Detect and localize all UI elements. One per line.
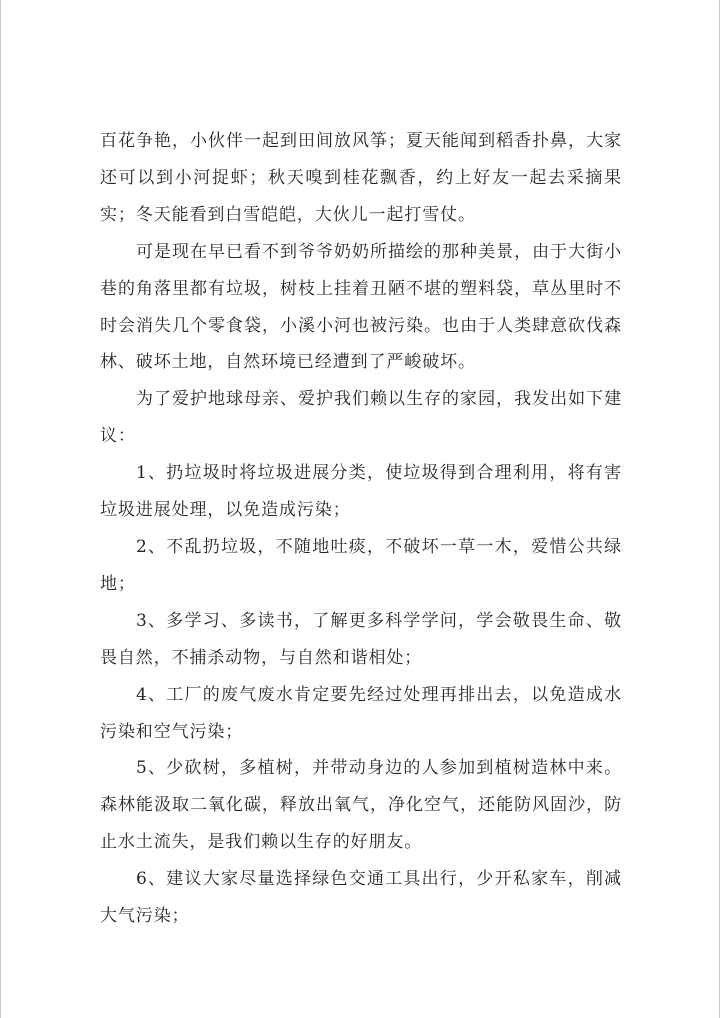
paragraph-seasons: 百花争艳，小伙伴一起到田间放风筝；夏天能闻到稻香扑鼻，大家还可以到小河捉虾；秋天嗅到桂花飘香，约上好友一起去采摘果实；冬天能看到白雪皑皑，大伙儿一起打雪仗。 <box>100 131 622 225</box>
suggestion-item-1: 1、扔垃圾时将垃圾进展分类，使垃圾得到合理利用，将有害垃圾进展处理，以免造成污染； <box>100 463 622 521</box>
suggestion-item-6: 6、建议大家尽量选择绿色交通工具出行，少开私家车，削减大气污染； <box>100 869 622 927</box>
suggestion-item-5: 5、少砍树，多植树，并带动身边的人参加到植树造林中来。森林能汲取二氧化碳，释放出氧气，净化空气，还能防风固沙，防止水土流失，是我们赖以生存的好朋友。 <box>100 758 622 853</box>
paragraph-pollution-problem: 可是现在早已看不到爷爷奶奶所描绘的那种美景，由于大街小巷的角落里都有垃圾，树枝上挂着丑陋不堪的塑料袋，草丛里时不时会消失几个零食袋，小溪小河也被污染。也由于人类肆意砍伐森林、破坏土地，自然环境已经遭到了严峻破坏。 <box>100 241 622 373</box>
suggestion-item-2: 2、不乱扔垃圾，不随地吐痰，不破坏一草一木，爱惜公共绿地； <box>100 536 622 594</box>
document-body <box>100 123 622 935</box>
suggestion-item-3: 3、多学习、多读书，了解更多科学学问，学会敬畏生命、敬畏自然，不捕杀动物，与自然和谐相处； <box>100 610 622 668</box>
suggestion-item-4: 4、工厂的废气废水肯定要先经过处理再排出去，以免造成水污染和空气污染； <box>100 684 622 742</box>
paragraph-proposal-intro: 为了爱护地球母亲、爱护我们赖以生存的家园，我发出如下建议： <box>100 389 622 447</box>
